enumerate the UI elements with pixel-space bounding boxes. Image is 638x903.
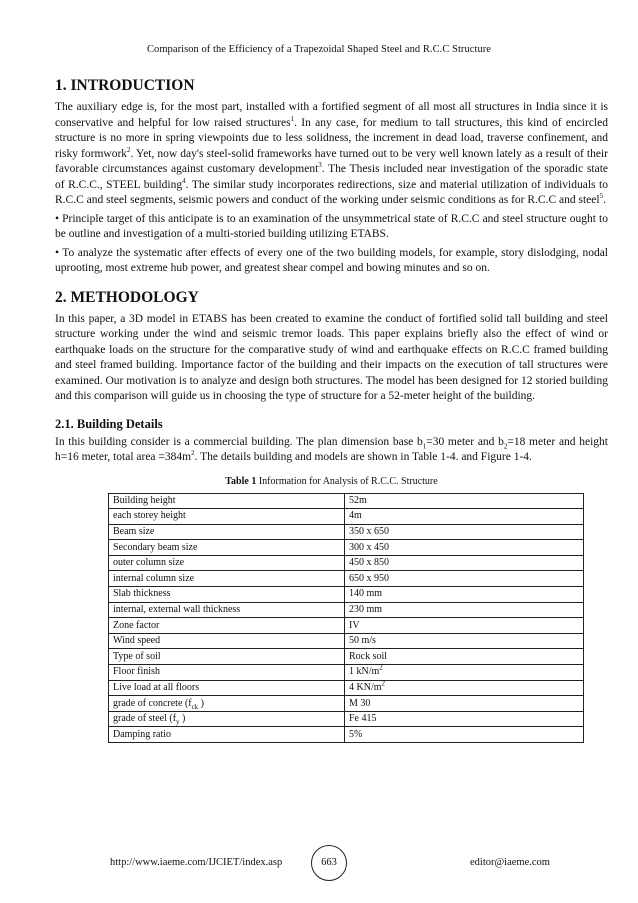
methodology-paragraph: In this paper, a 3D model in ETABS has been created to examine the conduct of fortified solid tall building and steel structure working under the wind and seismic tremor loads. This paper explains briefly also the effect of wind or earthquake loads on the structure for the comparative study of wind and earthquake effects on R.C.C framed building and steel framed building. Importance factor of the building and their impacts on the execution of tall structures were examined. Our motivation is to analyze and design both structures. The model has been designed for 12 storied building and this comparison will guide us in choosing the type of structure for a 52-meter height of the building. [55, 312, 608, 402]
section-heading-methodology: 2. METHODOLOGY [55, 288, 199, 306]
value-cell: 4m [345, 509, 584, 525]
table-row [109, 696, 584, 712]
parameter-cell: Damping ratio [109, 727, 345, 743]
value-cell: M 30 [345, 696, 584, 712]
table-row [109, 649, 584, 665]
bullet-item-2: • To analyze the systematic after effects of every one of the two building models, for example, story dislodging, nodal uprooting, most extreme hub power, and greatest shear compel and bowing minutes and so on. [55, 246, 608, 274]
table-caption: Table 1 Information for Analysis of R.C.C. Structure [225, 475, 438, 487]
journal-url[interactable]: http://www.iaeme.com/IJCIET/index.asp [110, 857, 283, 868]
citation-3: 3 [318, 161, 322, 170]
table-row [109, 727, 584, 743]
parameter-cell: Live load at all floors [109, 680, 345, 696]
value-cell: 5% [345, 727, 584, 743]
building-details-paragraph: In this building consider is a commercial building. The plan dimension base $b_1=30$ meter and $b_2=18$ meter and height h=16 meter, total area $=384m^2$. The details building and models are shown in Table 1-4. and Figure 1-4. [55, 435, 608, 463]
table-row [109, 493, 584, 509]
value-cell: 650 x 950 [345, 571, 584, 587]
section-heading-introduction: 1. INTRODUCTION [55, 77, 195, 94]
value-cell: 450 x 850 [345, 555, 584, 571]
table-row [109, 540, 584, 556]
value-cell: IV [345, 618, 584, 634]
table-row [109, 680, 584, 696]
citation-4: 4 [182, 176, 186, 185]
value-cell: Rock soil [345, 649, 584, 665]
value-cell: 230 mm [345, 602, 584, 618]
parameter-cell: Secondary beam size [109, 540, 345, 556]
parameter-cell: Type of soil [109, 649, 345, 665]
table-row [109, 633, 584, 649]
parameter-cell: Slab thickness [109, 587, 345, 603]
value-cell: 50 m/s [345, 633, 584, 649]
table-row [109, 618, 584, 634]
editor-email[interactable]: editor@iaeme.com [470, 857, 550, 868]
table-row [109, 571, 584, 587]
parameter-cell: Wind speed [109, 633, 345, 649]
introduction-paragraph: The auxiliary edge is, for the most part, installed with a fortified segment of all most all structures in India since it is conservative and helpful for low raised structures$^1$. In any case, for medium to tall structures, this kind of encircled structure is no more in spring viewpoints due to less solidness, the increment in dead load, traverse confinement, and risky formwork$^2$. Yet, now day's steel-solid frameworks have turned out to be very well known lately as a result of their favorable circumstances against customary development$^3$. The Thesis included near investigation of the sporadic state of R.C.C., STEEL building$^4$. The similar study incorporates redirections, size and material utilization of individuals to R.C.C and steel segments, seismic powers and conduct of the working under seismic conditions as for R.C.C and steel$^5$. [55, 101, 608, 206]
parameter-cell: each storey height [109, 509, 345, 525]
table-row [109, 602, 584, 618]
parameter-cell: internal column size [109, 571, 345, 587]
value-cell: 140 mm [345, 587, 584, 603]
table-row [109, 665, 584, 681]
citation-2: 2 [127, 145, 131, 154]
value-cell: 1 $kN/m^2$ [345, 665, 584, 681]
citation-5: 5 [599, 192, 604, 201]
running-header: Comparison of the Efficiency of a Trapezoidal Shaped Steel and R.C.C Structure [146, 44, 491, 55]
value-cell: 52m [345, 493, 584, 509]
parameter-cell: Beam size [109, 524, 345, 540]
parameter-cell: Zone factor [109, 618, 345, 634]
table-row [109, 524, 584, 540]
parameter-cell: outer column size [109, 555, 345, 571]
table-row [109, 587, 584, 603]
page-number: 663 [311, 845, 347, 881]
parameter-cell: internal, external wall thickness [109, 602, 345, 618]
value-cell: 300 x 450 [345, 540, 584, 556]
value-cell: Fe 415 [345, 711, 584, 727]
parameter-cell: Building height [109, 493, 345, 509]
citation-1: 1 [290, 114, 295, 123]
bullet-item-1: • Principle target of this anticipate is to an examination of the unsymmetrical state of R.C.C and steel structure ought to be outline and investigation of a multi-storied building utilizing ETABS. [55, 212, 608, 240]
parameter-cell: Floor finish [109, 665, 345, 681]
table-row [109, 509, 584, 525]
value-cell: 4 $KN/m^2$ [345, 680, 584, 696]
subsection-heading-building-details: 2.1. Building Details [55, 416, 163, 431]
article-body [55, 76, 608, 743]
table-row [109, 711, 584, 727]
page-footer [0, 845, 638, 881]
parameter-cell: grade of steel ($f_y$ ) [109, 711, 345, 727]
value-cell: 350 x 650 [345, 524, 584, 540]
parameter-cell: grade of concrete ($f_{ck}$ ) [109, 696, 345, 712]
rcc-parameters-table [108, 493, 584, 744]
table-row [109, 555, 584, 571]
